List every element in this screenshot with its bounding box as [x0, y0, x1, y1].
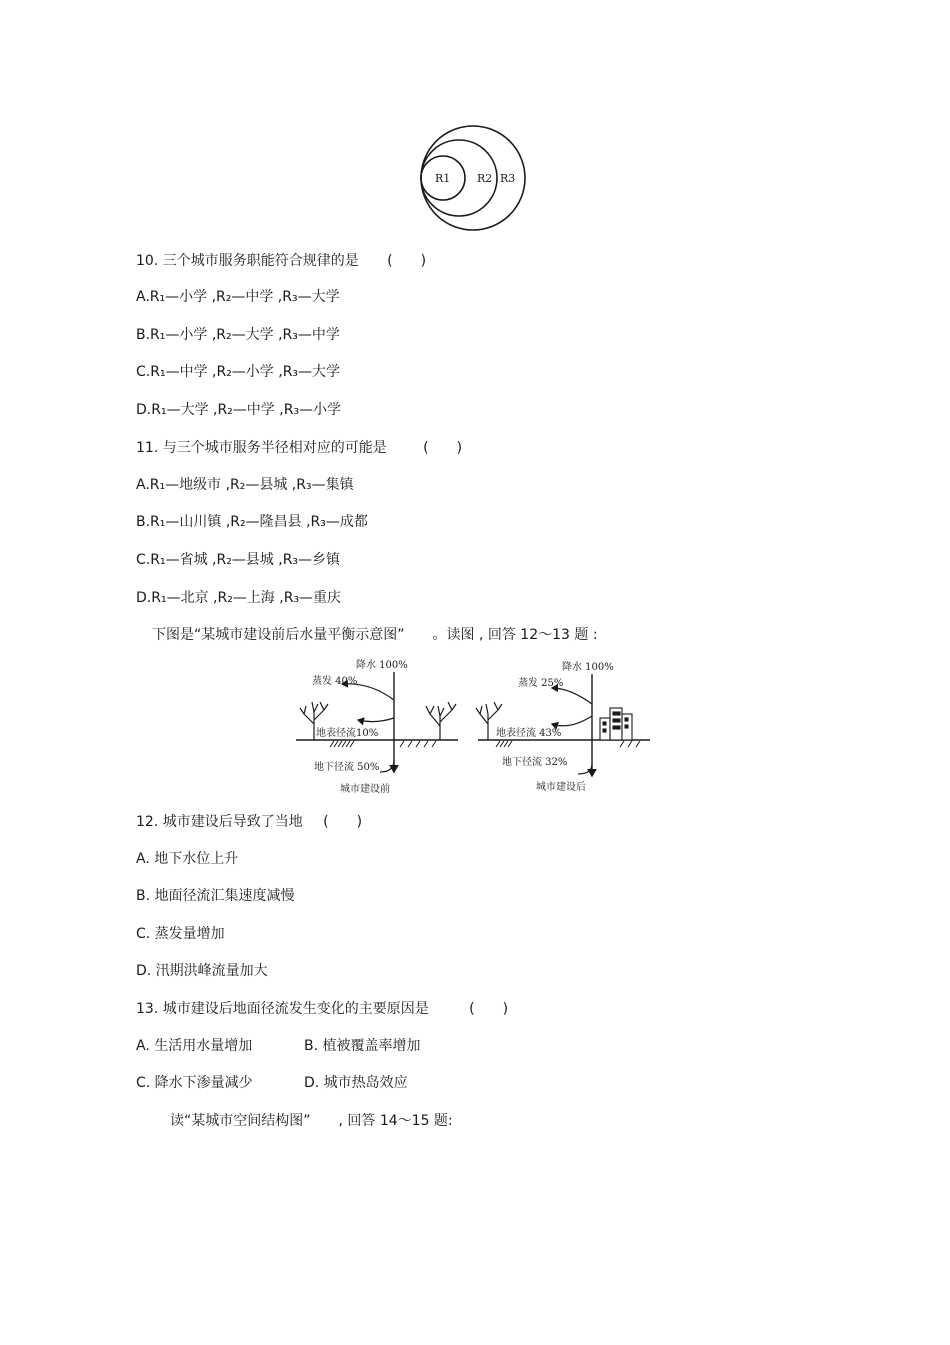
- q12-option-c: C. 蒸发量增加: [136, 926, 225, 942]
- label-r1: R1: [435, 172, 451, 185]
- intro-q12-13: 下图是“某城市建设前后水量平衡示意图” 。读图 , 回答 12～13 题 :: [152, 627, 598, 643]
- q10-option-a: A.R₁—小学 ,R₂—中学 ,R₃—大学: [136, 289, 340, 305]
- before-evap-label: 蒸发 40%: [312, 676, 358, 687]
- after-buildings-icon: [600, 708, 632, 740]
- before-underground-label: 地下径流 50%: [314, 762, 380, 773]
- before-soil-hatch: [330, 741, 354, 747]
- after-evap-label: 蒸发 25%: [518, 678, 564, 689]
- q13-stem-line: [136, 1000, 508, 1018]
- q13-option-b: B. 植被覆盖率增加: [304, 1038, 421, 1054]
- after-evap-arrow: [552, 688, 592, 704]
- q12-answer-paren: ( ): [323, 814, 363, 830]
- before-soil-hatch-2: [400, 741, 436, 747]
- before-surface-label: 地表径流10%: [316, 728, 379, 739]
- q11-option-c: C.R₁—省城 ,R₂—县城 ,R₃—乡镇: [136, 552, 341, 568]
- before-precip-label: 降水 100%: [356, 660, 408, 671]
- q11-option-b: B.R₁—山川镇 ,R₂—隆昌县 ,R₃—成都: [136, 514, 368, 530]
- q10-option-c: C.R₁—中学 ,R₂—小学 ,R₃—大学: [136, 364, 341, 380]
- before-tree-right-icon: [426, 702, 456, 740]
- q12-option-a: A. 地下水位上升: [136, 851, 239, 867]
- label-r3: R3: [500, 172, 516, 185]
- q11-option-d: D.R₁—北京 ,R₂—上海 ,R₃—重庆: [136, 590, 342, 606]
- q13-option-a: A. 生活用水量增加: [136, 1038, 253, 1054]
- q11-answer-paren: ( ): [423, 440, 463, 456]
- q11-option-a: A.R₁—地级市 ,R₂—县城 ,R₃—集镇: [136, 477, 354, 493]
- before-surface-arrow: [358, 718, 394, 722]
- after-soil-hatch-2: [620, 741, 640, 747]
- q13-answer-paren: ( ): [469, 1001, 509, 1017]
- after-surface-label: 地表径流 43%: [496, 728, 562, 739]
- q10-answer-paren: ( ): [387, 253, 427, 269]
- after-underground-label: 地下径流 32%: [502, 757, 568, 768]
- q13-option-d: D. 城市热岛效应: [304, 1075, 408, 1091]
- after-soil-hatch: [496, 741, 512, 747]
- q12-option-d: D. 汛期洪峰流量加大: [136, 963, 268, 979]
- water-balance-figure: [290, 652, 660, 800]
- q12-stem-line: [136, 813, 362, 831]
- after-precip-label: 降水 100%: [562, 662, 614, 673]
- q11-stem-line: [136, 439, 462, 457]
- after-caption: 城市建设后: [536, 782, 586, 793]
- q10-option-b: B.R₁—小学 ,R₂—大学 ,R₃—中学: [136, 327, 340, 343]
- panel-after: [476, 660, 650, 793]
- after-surface-arrow: [552, 716, 592, 726]
- q10-stem: 10. 三个城市服务职能符合规律的是: [136, 253, 359, 269]
- intro-q14-15: 读“某城市空间结构图” , 回答 14～15 题:: [170, 1113, 453, 1129]
- service-range-circles-figure: [410, 120, 540, 235]
- after-underground-arrow: [578, 764, 592, 774]
- q13-option-c: C. 降水下渗量减少: [136, 1075, 253, 1091]
- q10-option-d: D.R₁—大学 ,R₂—中学 ,R₃—小学: [136, 402, 342, 418]
- q12-stem: 12. 城市建设后导致了当地: [136, 814, 303, 830]
- before-caption: 城市建设前: [340, 784, 390, 795]
- q11-stem: 11. 与三个城市服务半径相对应的可能是: [136, 440, 387, 456]
- q10-stem-line: [136, 252, 426, 270]
- label-r2: R2: [477, 172, 493, 185]
- before-underground-arrow: [380, 760, 394, 772]
- q12-option-b: B. 地面径流汇集速度减慢: [136, 888, 295, 904]
- panel-before: [296, 658, 458, 795]
- q13-stem: 13. 城市建设后地面径流发生变化的主要原因是: [136, 1001, 429, 1017]
